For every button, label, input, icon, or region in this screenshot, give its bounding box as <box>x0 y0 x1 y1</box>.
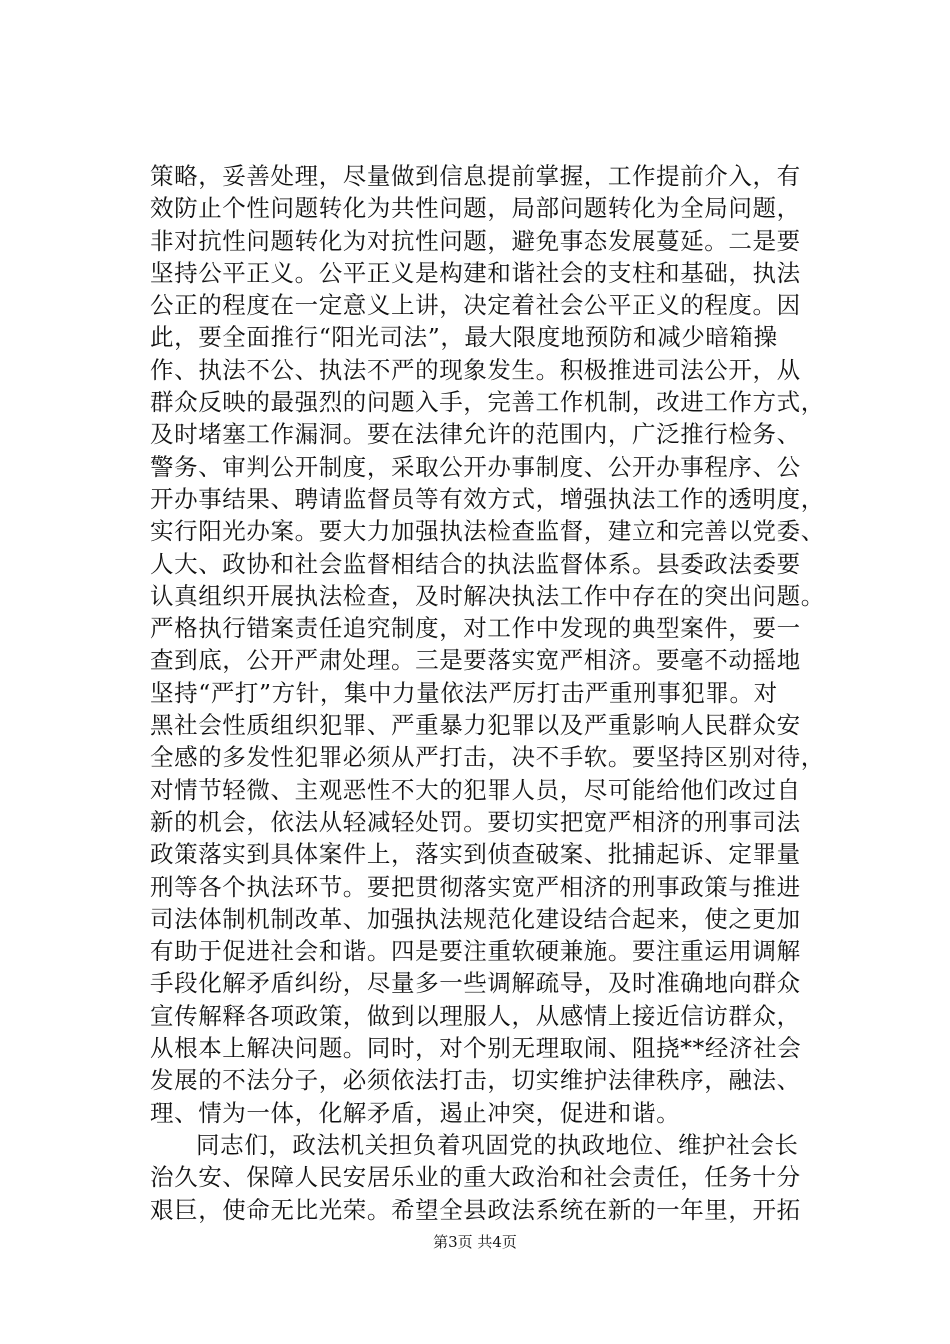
text-line: 对情节轻微、主观恶性不大的犯罪人员，尽可能给他们改过自 <box>150 775 801 804</box>
text-line: 司法体制机制改革、加强执法规范化建设结合起来，使之更加 <box>150 904 801 933</box>
body-text <box>150 160 830 1226</box>
text-line: 查到底，公开严肃处理。三是要落实宽严相济。要毫不动摇地 <box>150 646 801 675</box>
text-line: 新的机会，依法从轻减轻处罚。要切实把宽严相济的刑事司法 <box>150 807 801 836</box>
text-line: 政策落实到具体案件上，落实到侦查破案、批捕起诉、定罪量 <box>150 840 801 869</box>
text-line: 认真组织开展执法检查，及时解决执法工作中存在的突出问题。 <box>150 581 825 610</box>
text-line: 从根本上解决问题。同时，对个别无理取闹、阻挠**经济社会 <box>150 1034 802 1063</box>
text-line: 及时堵塞工作漏洞。要在法律允许的范围内，广泛推行检务、 <box>150 420 801 449</box>
page-number: 第3页 共4页 <box>433 1233 517 1251</box>
text-line: 非对抗性问题转化为对抗性问题，避免事态发展蔓延。二是要 <box>150 226 801 255</box>
text-line: 有助于促进社会和谐。四是要注重软硬兼施。要注重运用调解 <box>150 937 801 966</box>
text-line: 艰巨，使命无比光荣。希望全县政法系统在新的一年里，开拓 <box>150 1195 801 1224</box>
text-line: 人大、政协和社会监督相结合的执法监督体系。县委政法委要 <box>150 549 801 578</box>
text-line: 黑社会性质组织犯罪、严重暴力犯罪以及严重影响人民群众安 <box>150 711 801 740</box>
text-line: 刑等各个执法环节。要把贯彻落实宽严相济的刑事政策与推进 <box>150 872 801 901</box>
page-footer <box>0 1232 950 1252</box>
text-line: 发展的不法分子，必须依法打击，切实维护法律秩序，融法、 <box>150 1066 801 1095</box>
text-line: 警务、审判公开制度，采取公开办事制度、公开办事程序、公 <box>150 452 801 481</box>
paragraph-first-line: 同志们，政法机关担负着巩固党的执政地位、维护社会长 <box>196 1130 799 1159</box>
text-line: 坚持公平正义。公平正义是构建和谐社会的支柱和基础，执法 <box>150 258 801 287</box>
text-line: 严格执行错案责任追究制度，对工作中发现的典型案件，要一 <box>150 614 801 643</box>
text-line: 治久安、保障人民安居乐业的重大政治和社会责任，任务十分 <box>150 1163 801 1192</box>
text-line: 此，要全面推行“阳光司法”，最大限度地预防和减少暗箱操 <box>150 323 778 352</box>
text-line: 策略，妥善处理，尽量做到信息提前掌握，工作提前介入，有 <box>150 162 801 190</box>
text-line: 实行阳光办案。要大力加强执法检查监督，建立和完善以党委、 <box>150 517 825 546</box>
text-line: 开办事结果、聘请监督员等有效方式，增强执法工作的透明度， <box>150 484 825 513</box>
text-line: 手段化解矛盾纠纷，尽量多一些调解疏导，及时准确地向群众 <box>150 969 801 998</box>
text-line: 公正的程度在一定意义上讲，决定着社会公平正义的程度。因 <box>150 291 801 320</box>
text-line: 全感的多发性犯罪必须从严打击，决不手软。要坚持区别对待， <box>150 743 825 772</box>
text-line: 作、执法不公、执法不严的现象发生。积极推进司法公开，从 <box>150 355 801 384</box>
text-line: 宣传解释各项政策，做到以理服人，从感情上接近信访群众， <box>150 1001 801 1030</box>
text-line: 理、情为一体，化解矛盾，遏止冲突，促进和谐。 <box>150 1098 681 1127</box>
text-line: 坚持“严打”方针，集中力量依法严厉打击严重刑事犯罪。对 <box>150 678 778 707</box>
text-line: 群众反映的最强烈的问题入手，完善工作机制，改进工作方式， <box>150 388 825 417</box>
text-line: 效防止个性问题转化为共性问题，局部问题转化为全局问题， <box>150 194 801 223</box>
